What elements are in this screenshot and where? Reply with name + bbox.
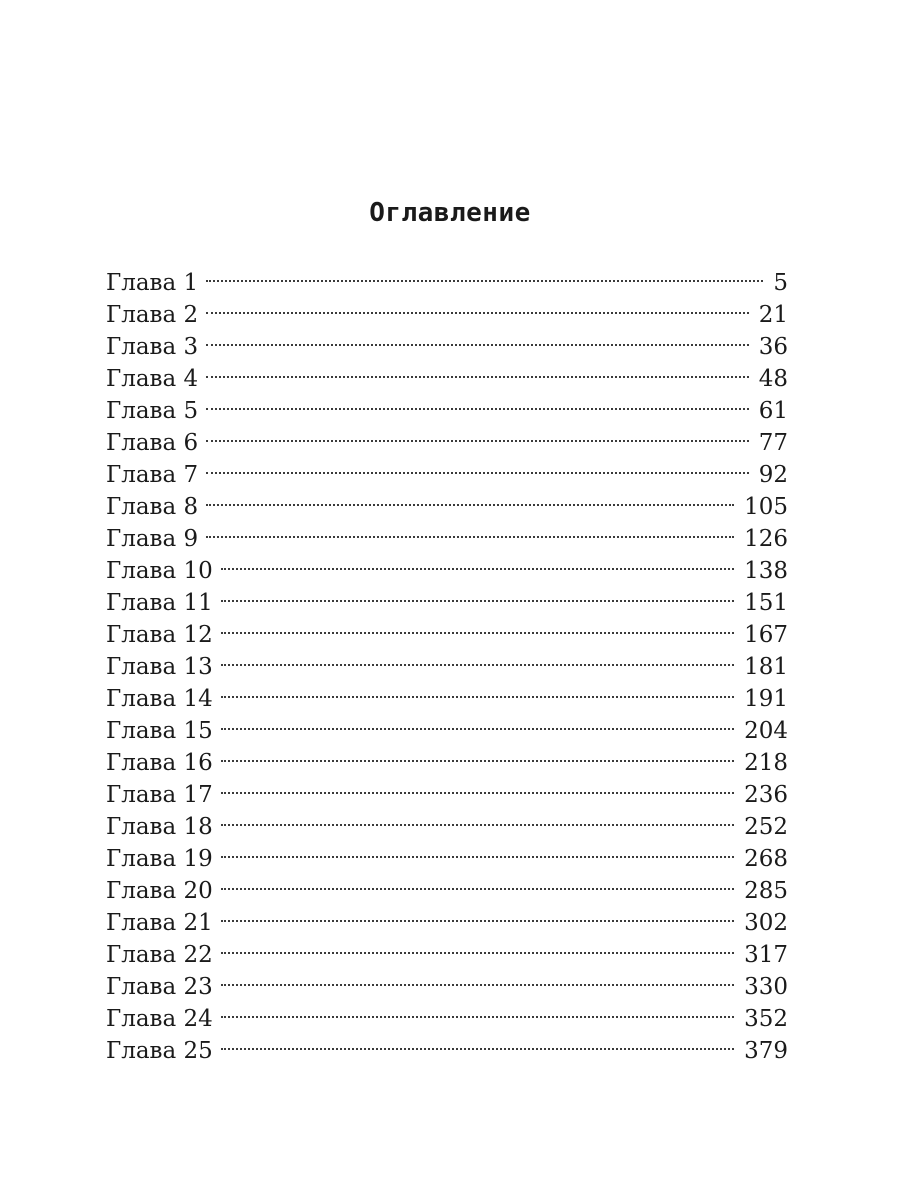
toc-entry-label: Глава 17 — [106, 782, 213, 808]
toc-entry-label: Глава 19 — [106, 846, 213, 872]
toc-entry — [106, 258, 788, 296]
toc-entry-label: Глава 8 — [106, 494, 199, 520]
toc-entry-page-number: 268 — [744, 846, 788, 872]
dot-leader — [221, 834, 734, 866]
toc-entry-label: Глава 1 — [106, 270, 199, 296]
toc-entry-label: Глава 4 — [106, 366, 199, 392]
toc-entry-page-number: 181 — [744, 654, 788, 680]
toc-entry-label: Глава 13 — [106, 654, 213, 680]
table-of-contents — [106, 258, 788, 1064]
toc-entry-page-number: 126 — [744, 526, 788, 552]
toc-entry-label: Глава 23 — [106, 974, 213, 1000]
toc-entry — [106, 546, 788, 584]
toc-entry-page-number: 36 — [758, 334, 788, 360]
toc-entry-page-number: 379 — [744, 1038, 788, 1064]
toc-entry-page-number: 252 — [744, 814, 788, 840]
toc-entry — [106, 354, 788, 392]
dot-leader — [221, 706, 734, 738]
dot-leader — [206, 386, 749, 418]
toc-entry-label: Глава 18 — [106, 814, 213, 840]
dot-leader — [206, 450, 749, 482]
toc-entry-label: Глава 3 — [106, 334, 199, 360]
dot-leader — [206, 258, 763, 290]
toc-entry-page-number: 138 — [744, 558, 788, 584]
dot-leader — [221, 866, 734, 898]
toc-entry-page-number: 77 — [758, 430, 788, 456]
dot-leader — [221, 610, 734, 642]
toc-entry-label: Глава 10 — [106, 558, 213, 584]
toc-entry-page-number: 352 — [744, 1006, 788, 1032]
toc-entry-label: Глава 11 — [106, 590, 213, 616]
toc-entry-page-number: 48 — [758, 366, 788, 392]
dot-leader — [221, 674, 734, 706]
dot-leader — [221, 930, 734, 962]
toc-entry-label: Глава 9 — [106, 526, 199, 552]
dot-leader — [221, 994, 734, 1026]
toc-entry-page-number: 317 — [744, 942, 788, 968]
dot-leader — [221, 802, 734, 834]
dot-leader — [221, 962, 734, 994]
toc-entry-label: Глава 22 — [106, 942, 213, 968]
toc-entry-label: Глава 20 — [106, 878, 213, 904]
toc-entry-label: Глава 6 — [106, 430, 199, 456]
toc-entry-page-number: 92 — [758, 462, 788, 488]
dot-leader — [221, 546, 734, 578]
toc-entry-label: Глава 21 — [106, 910, 213, 936]
toc-entry-label: Глава 12 — [106, 622, 213, 648]
dot-leader — [206, 290, 749, 322]
toc-entry-page-number: 5 — [773, 270, 788, 296]
dot-leader — [206, 514, 734, 546]
toc-entry-label: Глава 7 — [106, 462, 199, 488]
toc-entry — [106, 418, 788, 456]
dot-leader — [221, 642, 734, 674]
toc-entry-page-number: 151 — [744, 590, 788, 616]
toc-entry-page-number: 236 — [744, 782, 788, 808]
toc-entry — [106, 482, 788, 520]
dot-leader — [206, 482, 734, 514]
toc-entry-page-number: 105 — [744, 494, 788, 520]
toc-entry-page-number: 330 — [744, 974, 788, 1000]
dot-leader — [221, 738, 734, 770]
toc-entry — [106, 450, 788, 488]
toc-entry-label: Глава 24 — [106, 1006, 213, 1032]
toc-entry-label: Глава 5 — [106, 398, 199, 424]
dot-leader — [221, 898, 734, 930]
toc-entry-page-number: 204 — [744, 718, 788, 744]
dot-leader — [221, 1026, 734, 1058]
toc-entry-page-number: 167 — [744, 622, 788, 648]
dot-leader — [206, 418, 749, 450]
dot-leader — [221, 770, 734, 802]
dot-leader — [206, 354, 749, 386]
toc-entry — [106, 386, 788, 424]
toc-entry-label: Глава 2 — [106, 302, 199, 328]
dot-leader — [221, 578, 734, 610]
toc-entry-label: Глава 16 — [106, 750, 213, 776]
toc-entry — [106, 290, 788, 328]
toc-entry-label: Глава 14 — [106, 686, 213, 712]
toc-entry-page-number: 302 — [744, 910, 788, 936]
toc-entry-page-number: 218 — [744, 750, 788, 776]
toc-entry-page-number: 61 — [758, 398, 788, 424]
toc-entry-label: Глава 25 — [106, 1038, 213, 1064]
dot-leader — [206, 322, 749, 354]
page-title: Оглавление — [369, 198, 531, 228]
toc-entry-page-number: 191 — [744, 686, 788, 712]
toc-entry-page-number: 21 — [758, 302, 788, 328]
toc-entry-label: Глава 15 — [106, 718, 213, 744]
toc-entry-page-number: 285 — [744, 878, 788, 904]
toc-entry — [106, 514, 788, 552]
toc-entry — [106, 322, 788, 360]
